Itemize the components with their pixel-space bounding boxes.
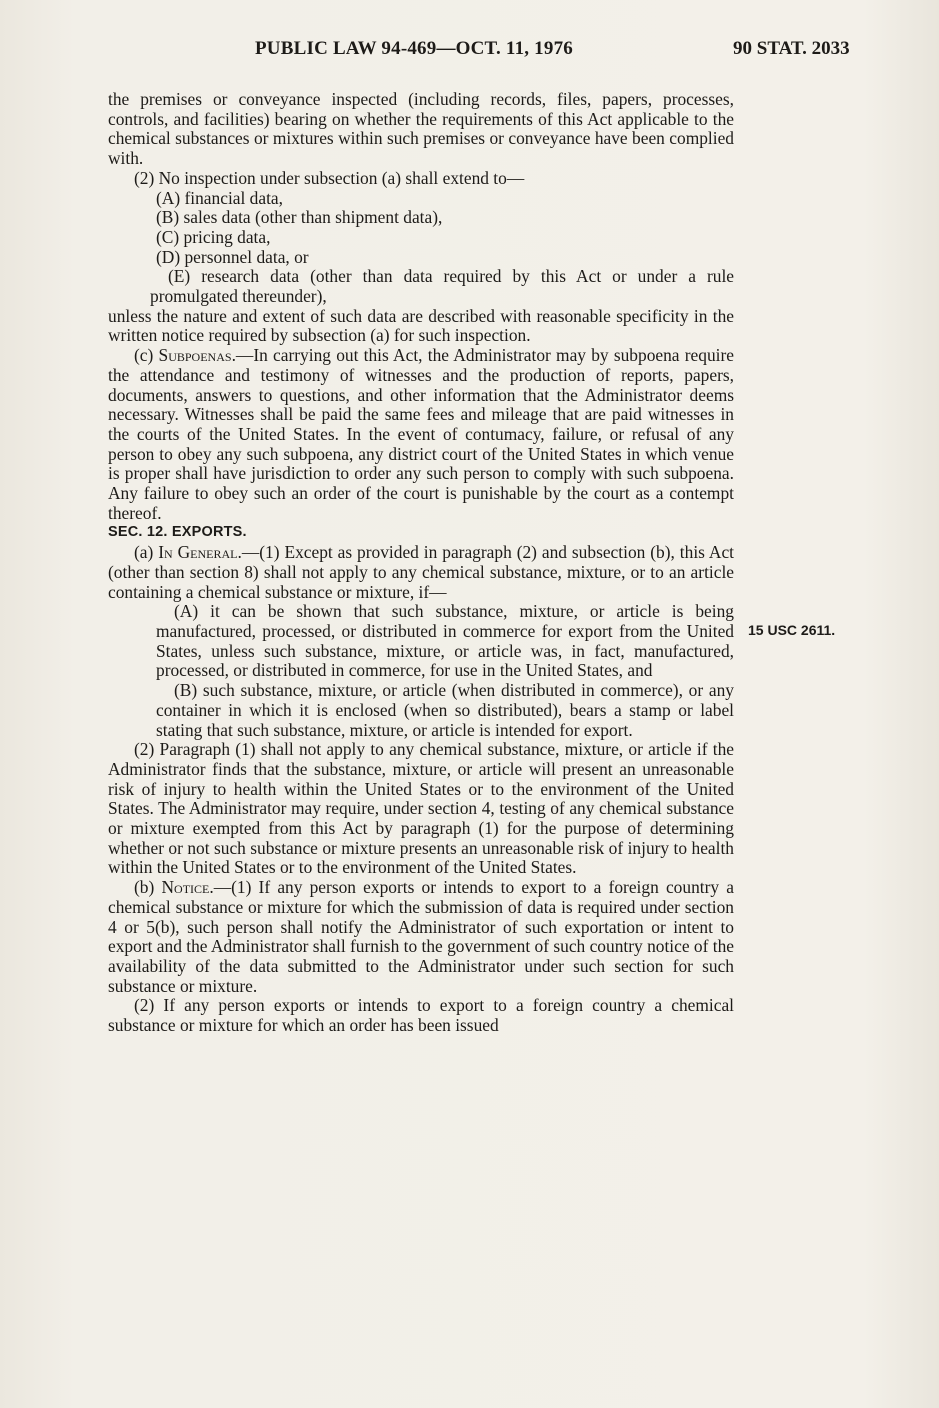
paragraph-inspection-scope: the premises or conveyance inspected (including records, files, papers, processes, controls, and facilities) bearing on whether the requirements of this Act applicable to the chemical substances or mixtures within such premises or conveyance have been complied with. xyxy=(108,89,734,169)
statute-citation: 90 STAT. 2033 xyxy=(733,38,850,59)
paragraph-inspection-limits: (2) No inspection under subsection (a) shall extend to— xyxy=(134,167,525,188)
section-heading: SEC. 12. EXPORTS. xyxy=(108,524,247,541)
paragraph-subpoenas: (c) Subpoenas.—In carrying out this Act, the Administrator may by subpoena require the attendance and testimony of witnesses and the production of reports, papers, documents, answers to questions, and other information that the Administrator deems necessary. Witnesses shall be paid the same fees and mileage that are paid witnesses in the courts of the United States. In the event of contumacy, failure, or refusal of any person to obey any such subpoena, any district court of the United States in which venue is proper shall have jurisdiction to order any such person to comply with such subpoena. Any failure to obey such an order of the court is punishable by the court as a contempt thereof. xyxy=(108,345,735,523)
paragraph-notice-order: (2) If any person exports or intends to export to a foreign country a chemical substance or mixture for which an order has been issued xyxy=(108,995,734,1036)
subsection-caption: In General. xyxy=(158,542,242,563)
list-item: (A) financial data, xyxy=(156,187,283,208)
list-item: (E) research data (other than data required by this Act or under a rule promulgated thereunder), xyxy=(150,266,734,307)
list-item: (D) personnel data, or xyxy=(156,246,309,267)
paragraph-notice: (b) Notice.—(1) If any person exports or intends to export to a foreign country a chemical substance or mixture for which the submission of data is required under section 4 or 5(b), such person shall notify the Administrator of such exportation or intent to export and the Administrator shall furnish to the government of such country notice of the availability of the data submitted to the Administrator under such section for such substance or mixture. xyxy=(108,877,734,996)
paragraph-in-general: (a) In General.—(1) Except as provided in paragraph (2) and subsection (b), this Act (other than section 8) shall not apply to any chemical substance, mixture, or to an article containing a chemical substance or mixture, if— xyxy=(108,542,734,602)
paragraph-data-specificity: unless the nature and extent of such data are described with reasonable specificity in the written notice required by subsection (a) for such inspection. xyxy=(108,305,734,346)
list-item: (A) it can be shown that such substance, mixture, or article is being manufactured, processed, or distributed in commerce for export from the United States, unless such substance, mixture, or article was, in fact, manufactured, processed, or distributed in commerce, for use in the United States, and xyxy=(156,601,734,681)
paragraph-exception: (2) Paragraph (1) shall not apply to any chemical substance, mixture, or article if the Administrator finds that the substance, mixture, or article will present an unreasonable risk of injury to health within the United States or to the environment of the United States. The Administrator may require, under section 4, testing of any chemical substance or mixture exempted from this Act by paragraph (1) for the purpose of determining whether or not such substance or mixture presents an unreasonable risk of injury to health within the United States or to the environment of the United States. xyxy=(108,739,734,878)
list-item: (C) pricing data, xyxy=(156,226,271,247)
subsection-caption: Subpoenas. xyxy=(158,345,236,366)
subsection-caption: Notice. xyxy=(161,877,214,898)
body-text xyxy=(108,90,734,1036)
list-item: (B) such substance, mixture, or article (when distributed in commerce), or any container in which it is enclosed (when so distributed), bears a stamp or label stating that such substance, mixture, or article is intended for export. xyxy=(156,680,734,740)
running-head: PUBLIC LAW 94-469—OCT. 11, 1976 xyxy=(255,38,573,59)
margin-note-usc: 15 USC 2611. xyxy=(748,622,836,638)
list-item: (B) sales data (other than shipment data), xyxy=(156,207,443,228)
